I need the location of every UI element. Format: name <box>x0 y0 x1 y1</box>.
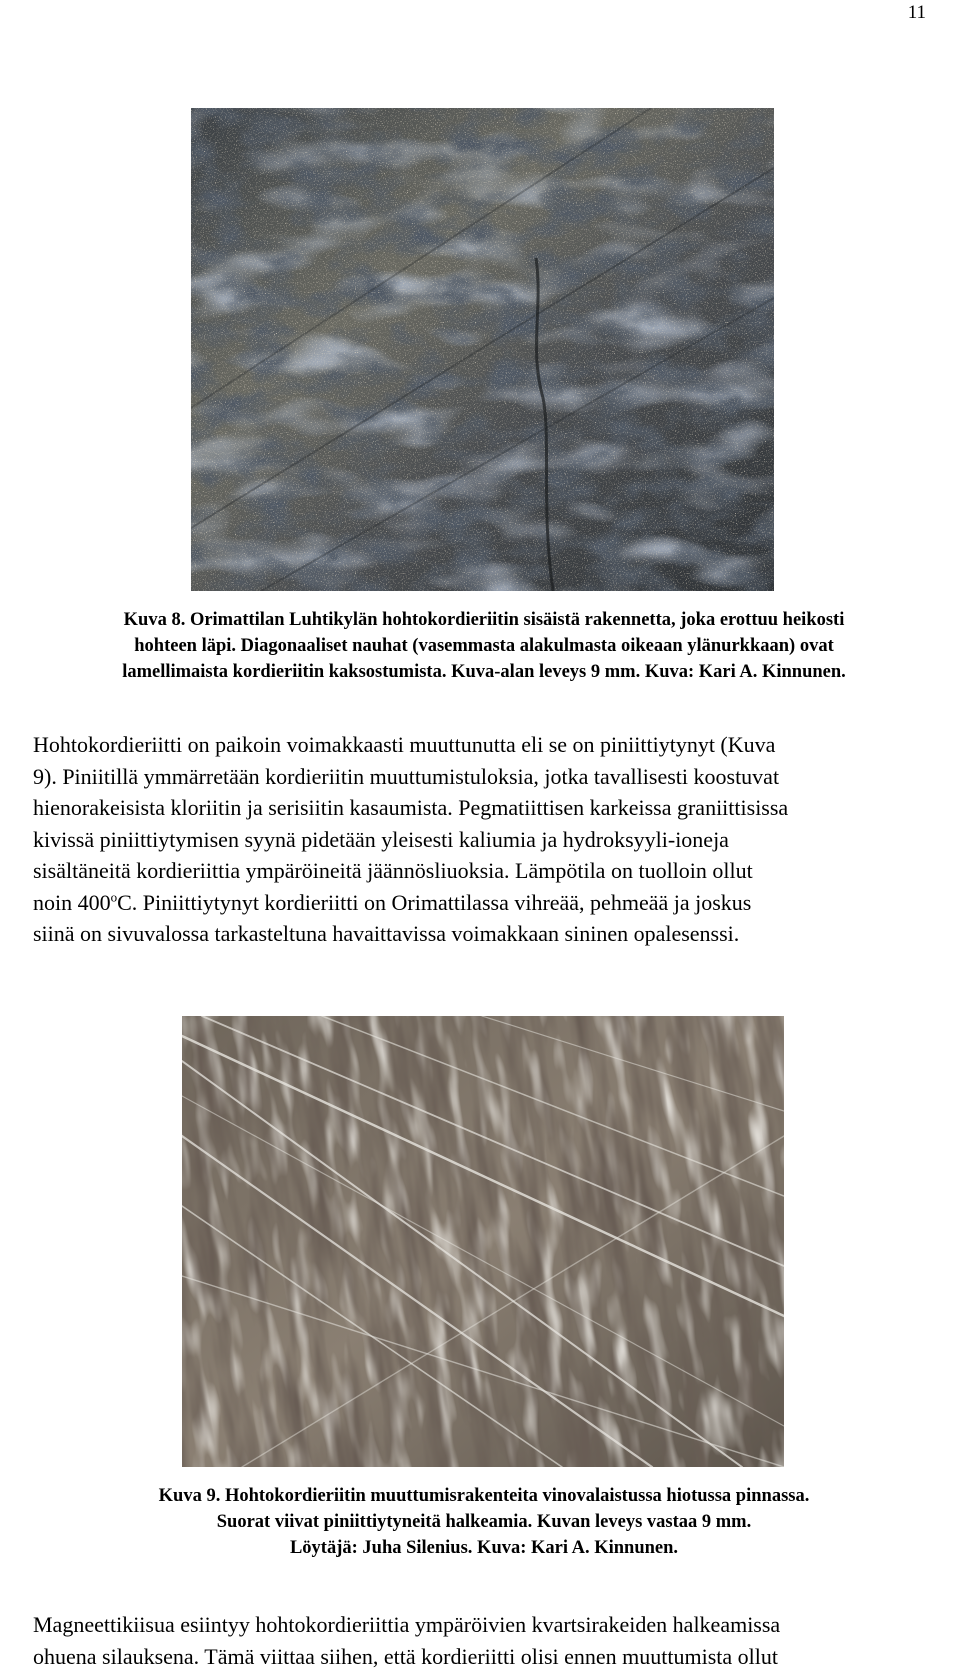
text-line <box>33 887 958 919</box>
text-line: Hohtokordieriitti on paikoin voimakkaasti muuttunutta eli se on piniittiytynyt (Kuva <box>33 732 776 757</box>
caption-line: Suorat viivat piniittiytyneitä halkeamia. Kuvan leveys vastaa 9 mm. <box>216 1512 752 1532</box>
degree-superscript: o <box>110 889 118 905</box>
figure-8-caption <box>14 607 954 685</box>
body-paragraph-pinite <box>33 729 958 950</box>
text-line: kivissä piniittiytymisen syynä pidetään yleisesti kaliumia ja hydroksyyli-ioneja <box>33 826 729 852</box>
temperature-suffix: C. Piniittiytynyt kordieriitti on Orimattilassa vihreää, pehmeää ja joskus <box>117 889 752 915</box>
text-line: sisältäneitä kordieriittia ympäröineitä jäännösliuoksia. Lämpötila on tuolloin ollut <box>33 858 753 883</box>
temperature-prefix: noin 400 <box>33 889 111 915</box>
caption-line: hohteen läpi. Diagonaaliset nauhat (vasemmasta alakulmasta oikeaan ylänurkkaan) ovat <box>134 636 834 656</box>
caption-line: Kuva 8. Orimattilan Luhtikylän hohtokordieriitin sisäistä rakennetta, joka erottuu heikosti <box>123 610 845 630</box>
caption-line: Löytäjä: Juha Silenius. Kuva: Kari A. Kinnunen. <box>289 1538 679 1558</box>
text-line: siinä on sivuvalossa tarkasteltuna havaittavissa voimakkaan sininen opalesenssi. <box>33 921 740 946</box>
text-line: Magneettikiisua esiintyy hohtokordieriittia ympäröivien kvartsirakeiden halkeamissa <box>33 1612 781 1637</box>
caption-line: Kuva 9. Hohtokordieriitin muuttumisrakenteita vinovalaistussa hiotussa pinnassa. <box>158 1486 810 1506</box>
text-line: hienorakeisista kloriitin ja serisiitin kasaumista. Pegmatiittisen karkeissa graniittisissa <box>33 795 789 820</box>
text-line: ohuena silauksena. Tämä viittaa siihen, että kordieriitti olisi ennen muuttumista ollut <box>33 1643 778 1669</box>
cordierite-photo-figure-8 <box>191 108 774 591</box>
figure-9-caption <box>14 1483 954 1561</box>
caption-line: lamellimaista kordieriitin kaksostumista. Kuva-alan leveys 9 mm. Kuva: Kari A. Kinnunen. <box>122 662 846 682</box>
text-line: 9). Piniitillä ymmärretään kordieriitin muuttumistuloksia, jotka tavallisesti koostuvat <box>33 763 780 789</box>
page-number: 11 <box>907 2 926 23</box>
cordierite-photo-figure-9 <box>182 1016 784 1467</box>
body-paragraph-pyrrhotite <box>33 1609 958 1672</box>
